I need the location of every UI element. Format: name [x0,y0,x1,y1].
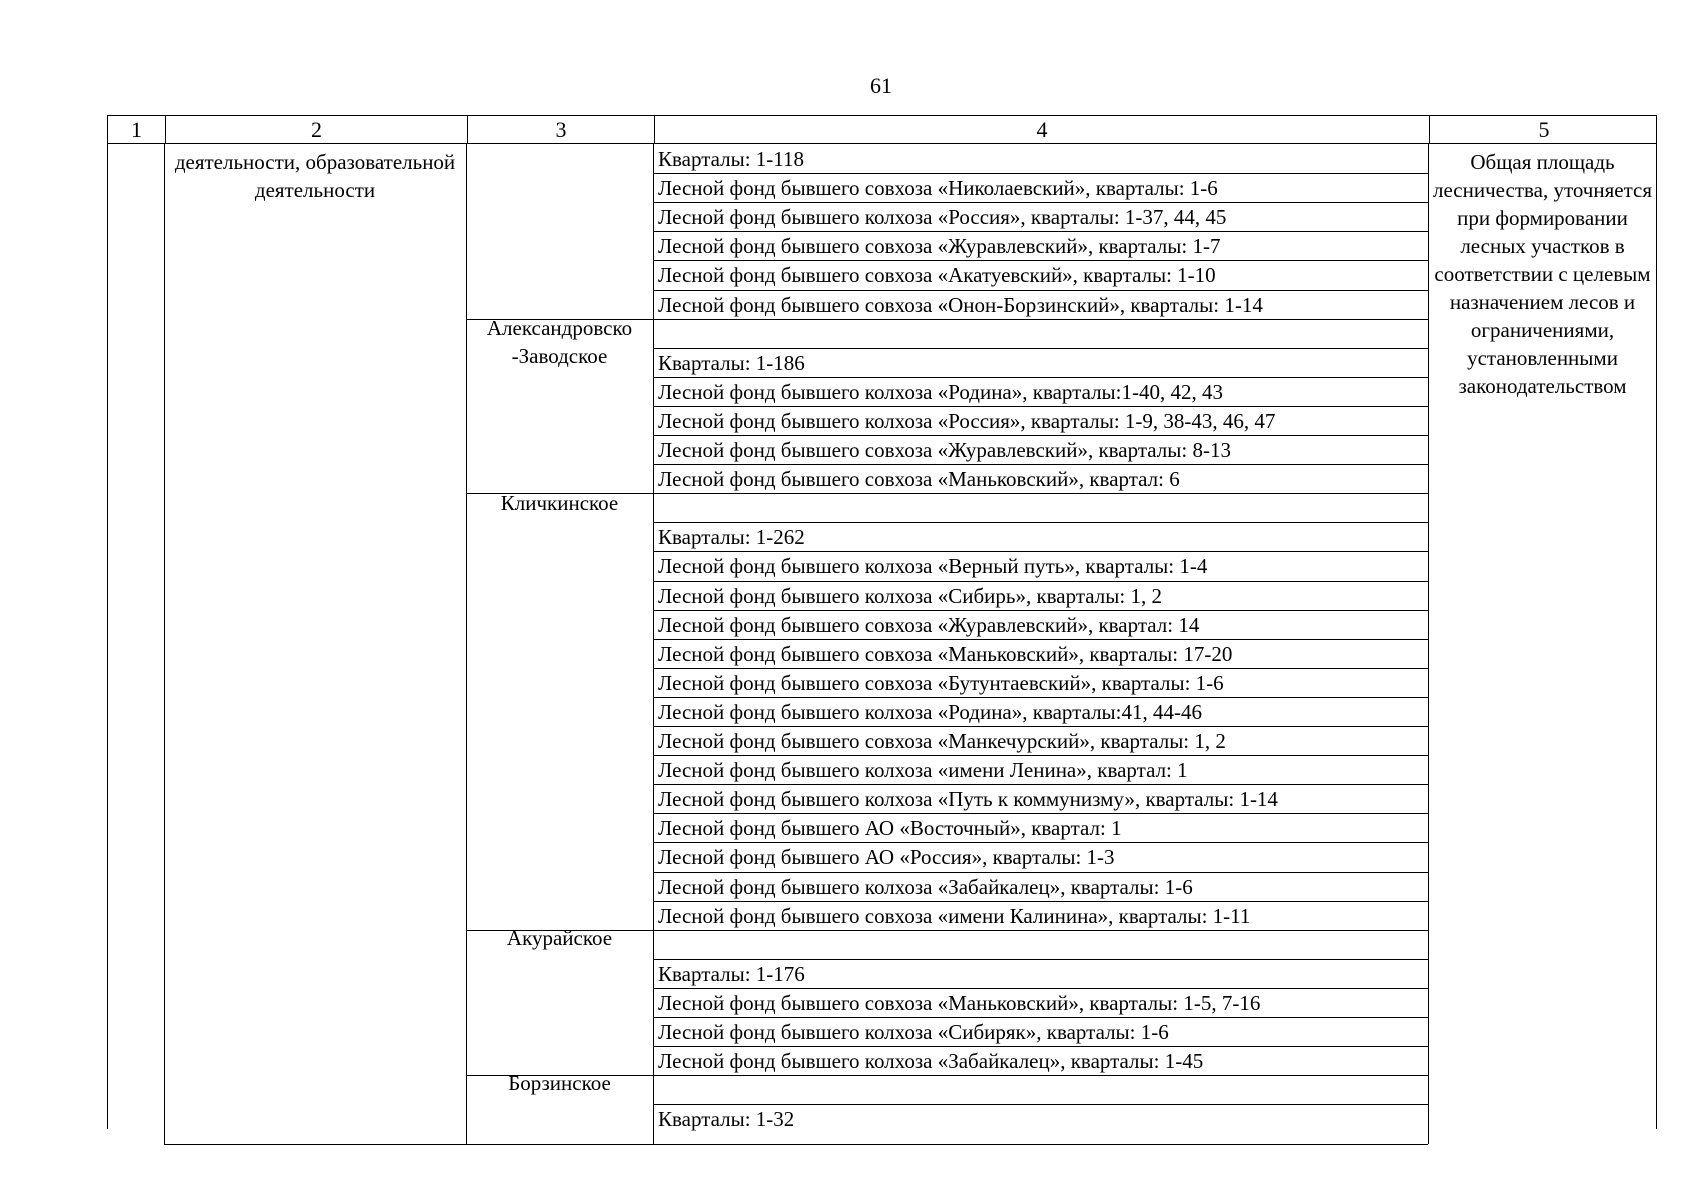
header-cell-3: 3 [467,116,654,143]
section-divider [466,1075,653,1076]
divider-col-2-3 [466,144,467,1144]
row-divider [653,348,1428,349]
row-divider [653,493,1428,494]
row-divider [653,697,1428,698]
row-divider [653,551,1428,552]
area-note-text: Общая площадь лесничества, уточняется при формировании лесных участков в соответствии с целевым назначением лесов и ограничениями, установленными законодательством [1432,150,1653,398]
table-row: Лесной фонд бывшего колхоза «Сибиряк», кварталы: 1-6 [658,1020,1169,1044]
section-divider [466,930,653,931]
page-number: 61 [870,73,892,98]
table-row: Кварталы: 1-118 [658,147,805,171]
table-row: Кварталы: 1-262 [658,525,805,549]
row-divider [653,1104,1428,1105]
row-divider [653,988,1428,989]
table-row: Лесной фонд бывшего совхоза «Николаевский», кварталы: 1-6 [658,176,1218,200]
table-row: Лесной фонд бывшего АО «Россия», кварталы: 1-3 [658,845,1115,869]
table-row: Лесной фонд бывшего совхоза «имени Калинина», кварталы: 1-11 [658,904,1251,928]
row-divider [653,581,1428,582]
table-row: Лесной фонд бывшего колхоза «Россия», кварталы: 1-37, 44, 45 [658,205,1227,229]
table-row: Лесной фонд бывшего совхоза «Бутунтаевский», кварталы: 1-6 [658,671,1224,695]
table-row: Лесной фонд бывшего совхоза «Маньковский», квартал: 6 [658,467,1180,491]
row-divider [653,319,1428,320]
row-divider [653,260,1428,261]
row-divider [653,435,1428,436]
row-divider [653,610,1428,611]
entity-akuraiskoe: Акурайское [506,926,613,950]
row-divider [653,784,1428,785]
row-divider [653,959,1428,960]
entity-klichkinskoe: Кличкинское [500,491,619,515]
table-row: Лесной фонд бывшего совхоза «Маньковский», кварталы: 17-20 [658,642,1233,666]
row-divider [653,377,1428,378]
table-row: Лесной фонд бывшего колхоза «Сибирь», кварталы: 1, 2 [658,584,1162,608]
table-row: Кварталы: 1-176 [658,962,805,986]
table-row: Лесной фонд бывшего совхоза «Манкечурский», кварталы: 1, 2 [658,729,1226,753]
row-divider [653,1017,1428,1018]
border-left [107,144,108,1129]
table-row: Лесной фонд бывшего колхоза «имени Ленина», квартал: 1 [658,758,1188,782]
row-divider [653,464,1428,465]
table-row: Лесной фонд бывшего колхоза «Забайкалец», кварталы: 1-6 [658,875,1193,899]
bottom-line [164,1144,1428,1145]
row-divider [653,930,1428,931]
activity-type-text: деятельности, образовательной деятельности [174,150,456,202]
header-cell-2: 2 [165,116,467,143]
table-body [107,144,1657,1129]
table-row: Лесной фонд бывшего колхоза «Верный путь», кварталы: 1-4 [658,554,1208,578]
row-divider [653,872,1428,873]
row-divider [653,813,1428,814]
header-cell-1: 1 [131,117,142,142]
forest-table [107,115,1657,1129]
table-header-row [107,115,1657,144]
table-row: Лесной фонд бывшего АО «Восточный», квартал: 1 [658,816,1122,840]
divider-col-1-2 [164,144,165,1144]
table-row: Кварталы: 1-32 [658,1107,795,1131]
row-divider [653,231,1428,232]
table-row: Лесной фонд бывшего колхоза «Россия», кварталы: 1-9, 38-43, 46, 47 [658,409,1276,433]
row-divider [653,290,1428,291]
entity-aleksandrovsko-zavodskoe: Александровско -Заводское [486,316,633,368]
row-divider [653,1046,1428,1047]
header-cell-5: 5 [1429,116,1658,143]
section-divider [466,319,653,320]
row-divider [653,1075,1428,1076]
table-row: Лесной фонд бывшего колхоза «Путь к коммунизму», кварталы: 1-14 [658,787,1278,811]
row-divider [653,522,1428,523]
table-row: Кварталы: 1-186 [658,351,805,375]
table-row: Лесной фонд бывшего совхоза «Маньковский», кварталы: 1-5, 7-16 [658,991,1261,1015]
row-divider [653,842,1428,843]
divider-col-3-4 [653,144,654,1144]
table-row: Лесной фонд бывшего колхоза «Забайкалец», кварталы: 1-45 [658,1049,1204,1073]
row-divider [653,726,1428,727]
header-cell-4: 4 [654,116,1429,143]
row-divider [653,406,1428,407]
table-row: Лесной фонд бывшего совхоза «Журавлевский», кварталы: 8-13 [658,438,1231,462]
row-divider [653,668,1428,669]
table-row: Лесной фонд бывшего совхоза «Онон-Борзинский», кварталы: 1-14 [658,293,1263,317]
table-row: Лесной фонд бывшего колхоза «Родина», кварталы:41, 44-46 [658,700,1202,724]
table-row: Лесной фонд бывшего совхоза «Акатуевский», кварталы: 1-10 [658,263,1216,287]
section-divider [466,493,653,494]
table-row: Лесной фонд бывшего совхоза «Журавлевский», квартал: 14 [658,613,1200,637]
row-divider [653,901,1428,902]
table-row: Лесной фонд бывшего совхоза «Журавлевский», кварталы: 1-7 [658,234,1221,258]
table-row: Лесной фонд бывшего колхоза «Родина», кварталы:1-40, 42, 43 [658,380,1223,404]
row-divider [653,755,1428,756]
row-divider [653,173,1428,174]
entity-borzinskoe: Борзинское [508,1071,611,1095]
row-divider [653,202,1428,203]
row-divider [653,639,1428,640]
